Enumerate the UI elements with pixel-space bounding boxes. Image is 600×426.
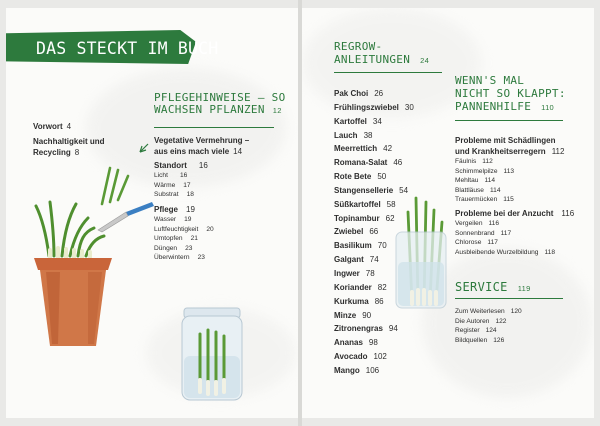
section-title-regrow[interactable]: REGROW- ANLEITUNGEN 24 xyxy=(334,40,430,66)
toc-subentry[interactable]: Licht 16 xyxy=(154,172,188,179)
grow-subitems xyxy=(455,219,555,257)
toc-subentry[interactable]: Blattläuse 114 xyxy=(455,186,501,194)
toc-entry-standort[interactable]: Standort 16 xyxy=(154,161,208,170)
right-page xyxy=(302,8,594,418)
toc-subentry[interactable]: Überwintern 23 xyxy=(154,254,205,262)
toc-entry-pflege[interactable]: Pflege 19 xyxy=(154,205,195,214)
toc-subentry[interactable]: Bildquellen 126 xyxy=(455,336,505,344)
toc-entry-vorwort[interactable]: Vorwort 4 xyxy=(33,122,72,131)
toc-subentry[interactable]: Register 124 xyxy=(455,327,497,335)
section-rule xyxy=(334,72,442,73)
toc-entry-kurkuma[interactable]: Kurkuma 86 xyxy=(334,296,384,306)
toc-entry-suesskartoffel[interactable]: Süßkartoffel 58 xyxy=(334,199,396,209)
toc-entry-mango[interactable]: Mango 106 xyxy=(334,365,380,375)
toc-subentry[interactable]: Fäulnis 112 xyxy=(455,158,493,165)
toc-entry-lauch[interactable]: Lauch 38 xyxy=(334,130,373,140)
toc-subentry[interactable]: Umtopfen 21 xyxy=(154,235,198,243)
toc-entry-stangensellerie[interactable]: Stangensellerie 54 xyxy=(334,185,409,195)
toc-entry-meerrettich[interactable]: Meerrettich 42 xyxy=(334,144,393,154)
section-title-pflegehinweise[interactable]: PFLEGEHINWEISE – SO WACHSEN PFLANZEN 12 xyxy=(154,91,286,116)
toc-entry-fruehlingszwiebel[interactable]: Frühlingszwiebel 30 xyxy=(334,102,414,112)
toc-subentry[interactable]: Wasser 19 xyxy=(154,216,192,223)
toc-entry-avocado[interactable]: Avocado 102 xyxy=(334,352,387,362)
section-rule xyxy=(154,127,274,128)
section-title-service[interactable]: SERVICE 119 xyxy=(455,280,531,294)
toc-entry-ingwer[interactable]: Ingwer 78 xyxy=(334,268,375,278)
section-rule xyxy=(455,298,563,299)
pest-subitems xyxy=(455,157,514,205)
section-title-pannenhilfe[interactable]: WENN'S MAL NICHT SO KLAPPT: PANNENHILFE 110 xyxy=(455,74,566,113)
toc-subentry[interactable]: Ausbleibende Wurzelbildung 118 xyxy=(455,248,555,256)
service-subitems xyxy=(455,307,522,345)
toc-entry-romana-salat[interactable]: Romana-Salat 46 xyxy=(334,158,403,168)
toc-entry-koriander[interactable]: Koriander 82 xyxy=(334,282,387,292)
toc-subentry[interactable]: Mehltau 114 xyxy=(455,177,495,185)
toc-entry-kartoffel[interactable]: Kartoffel 34 xyxy=(334,116,382,126)
toc-entry-zitronengras[interactable]: Zitronengras 94 xyxy=(334,324,398,334)
toc-subentry[interactable]: Sonnenbrand 117 xyxy=(455,229,512,237)
toc-entry-minze[interactable]: Minze 90 xyxy=(334,310,372,320)
toc-entry-nachhaltigkeit[interactable]: Nachhaltigkeit und Recycling 8 xyxy=(33,137,105,157)
toc-subentry[interactable]: Zum Weiterlesen 120 xyxy=(455,308,522,315)
toc-entry-galgant[interactable]: Galgant 74 xyxy=(334,255,379,265)
toc-entry-pak-choi[interactable]: Pak Choi 26 xyxy=(334,89,384,98)
toc-subentry[interactable]: Chlorose 117 xyxy=(455,239,498,247)
toc-entry-ananas[interactable]: Ananas 98 xyxy=(334,338,378,348)
toc-subentry[interactable]: Die Autoren 122 xyxy=(455,317,507,325)
toc-subentry[interactable]: Luftfeuchtigkeit 20 xyxy=(154,225,214,233)
toc-entry-zwiebel[interactable]: Zwiebel 66 xyxy=(334,227,379,237)
jar-illustration xyxy=(178,304,248,404)
glass-illustration xyxy=(390,192,452,312)
toc-subentry[interactable]: Vergeilen 116 xyxy=(455,220,500,227)
section-rule xyxy=(455,120,563,121)
toc-entry-vegetative-vermehrung[interactable]: Vegetative Vermehrung – aus eins mach viele 14 xyxy=(154,136,250,156)
pflege-subitems xyxy=(154,215,214,263)
toc-subentry[interactable]: Substrat 18 xyxy=(154,191,194,199)
toc-entry-schaedlinge[interactable]: Probleme mit Schädlingen und Krankheitserregern 112 xyxy=(455,136,565,156)
left-page xyxy=(6,8,298,418)
toc-entry-topinambur[interactable]: Topinambur 62 xyxy=(334,213,395,223)
toc-subentry[interactable]: Wärme 17 xyxy=(154,181,191,189)
knife-illustration xyxy=(88,140,160,240)
toc-subentry[interactable]: Schimmelpilze 113 xyxy=(455,167,515,175)
toc-subentry[interactable]: Trauermücken 115 xyxy=(455,196,514,204)
page-title: DAS STECKT IM BUCH xyxy=(36,39,219,58)
toc-subentry[interactable]: Düngen 23 xyxy=(154,244,193,252)
toc-entry-basilikum[interactable]: Basilikum 70 xyxy=(334,241,387,251)
toc-entry-anzucht[interactable]: Probleme bei der Anzucht 116 xyxy=(455,209,575,218)
toc-entry-rote-bete[interactable]: Rote Bete 50 xyxy=(334,172,387,182)
